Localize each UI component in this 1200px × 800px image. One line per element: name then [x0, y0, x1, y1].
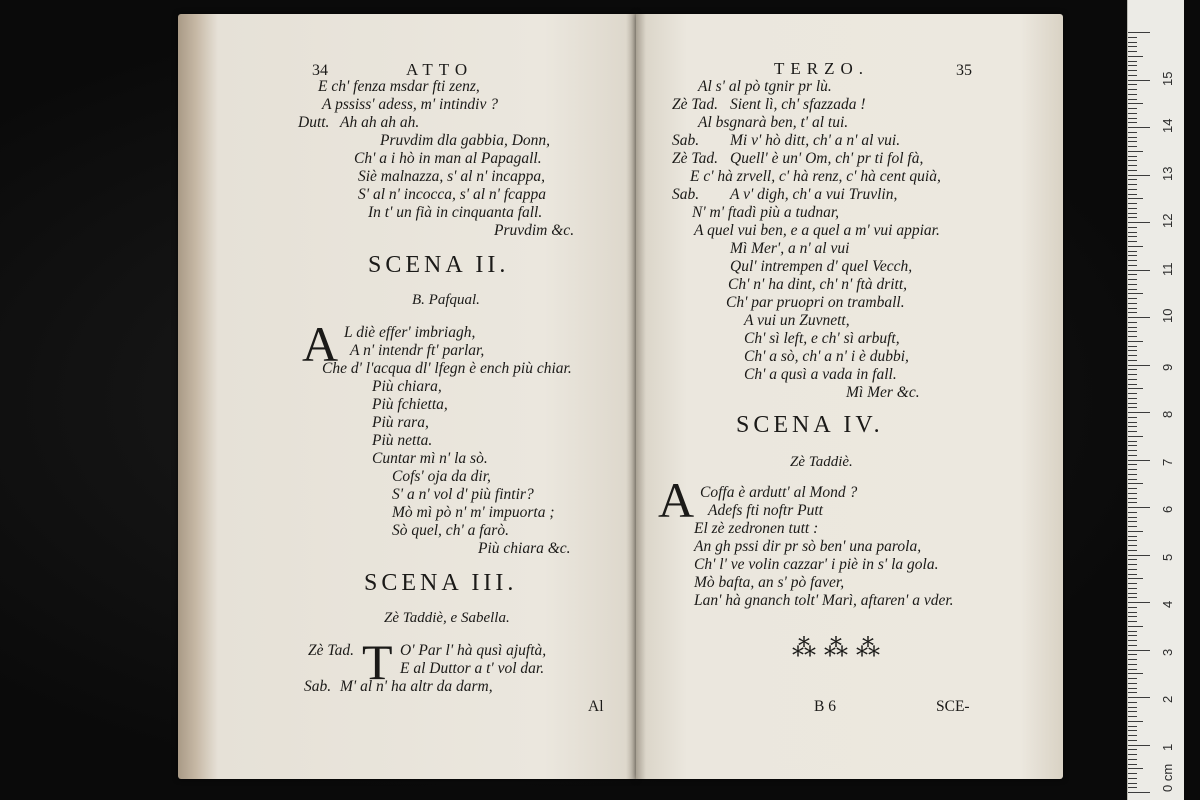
ruler-tick: [1128, 208, 1137, 209]
ruler-tick: [1128, 645, 1137, 646]
ruler-tick: [1128, 526, 1137, 527]
scene-cast: B. Pafqual.: [412, 292, 480, 308]
ruler-label: 10: [1160, 308, 1175, 323]
ruler-tick: [1128, 764, 1137, 765]
ruler-tick: [1128, 422, 1137, 423]
ruler-tick: [1128, 355, 1137, 356]
ruler-tick: [1128, 198, 1143, 199]
text-line: Al bsgnarà ben, t' al tui.: [698, 114, 849, 131]
open-book: [178, 14, 1063, 779]
ruler-tick: [1128, 517, 1137, 518]
ruler-tick: [1128, 42, 1137, 43]
ruler-label: 6: [1160, 505, 1175, 513]
text-line: E al Duttor a t' vol dar.: [400, 660, 545, 677]
drop-cap: A: [658, 472, 695, 528]
speaker-label: Dutt.: [298, 114, 330, 131]
text-line: S' al n' incocca, s' al n' fcappa: [358, 186, 547, 203]
ruler-tick: [1128, 441, 1137, 442]
text-line: Ch' l' ve volin cazzar' i piè in s' la gola.: [694, 556, 939, 573]
ruler-tick: [1128, 417, 1137, 418]
ruler-tick: [1128, 569, 1137, 570]
ruler-tick: [1128, 365, 1150, 366]
text-line: L diè effer' imbriagh,: [344, 324, 476, 341]
ruler-tick: [1128, 94, 1137, 95]
ruler-tick: [1128, 141, 1137, 142]
ruler-tick: [1128, 621, 1137, 622]
ruler-tick: [1128, 274, 1137, 275]
text-line: Qul' intrempen d' quel Vecch,: [730, 258, 913, 275]
ruler-tick: [1128, 488, 1137, 489]
text-line: M' al n' ha altr da darm,: [340, 678, 493, 695]
ruler-tick: [1128, 531, 1143, 532]
ruler-tick: [1128, 32, 1150, 33]
ruler-tick: [1128, 412, 1150, 413]
ruler-tick: [1128, 317, 1150, 318]
ruler-tick: [1128, 379, 1137, 380]
ruler-tick: [1128, 232, 1137, 233]
ruler-tick: [1128, 735, 1137, 736]
ruler-tick: [1128, 284, 1137, 285]
page-number-right: 35: [956, 62, 972, 79]
ruler-tick: [1128, 626, 1143, 627]
ruler-label: 7: [1160, 458, 1175, 466]
ruler-tick: [1128, 607, 1137, 608]
ruler-tick: [1128, 236, 1137, 237]
text-line: Mì Mer &c.: [846, 384, 920, 401]
ruler-tick: [1128, 165, 1137, 166]
ruler-label: 3: [1160, 648, 1175, 656]
ruler-label: 15: [1160, 71, 1175, 86]
ruler-tick: [1128, 341, 1143, 342]
text-line: Ch' a i hò in man al Papagall.: [354, 150, 542, 167]
ruler-tick: [1128, 502, 1137, 503]
scene-title: SCENA IV.: [736, 412, 884, 438]
ruler-tick: [1128, 759, 1137, 760]
text-line: Pruvdim dla gabbia, Donn,: [380, 132, 551, 149]
ruler-tick: [1128, 597, 1137, 598]
ruler-tick: [1128, 289, 1137, 290]
ruler-tick: [1128, 683, 1137, 684]
text-line: A vui un Zuvnett,: [744, 312, 850, 329]
text-line: Ch' n' ha dint, ch' n' ftà dritt,: [728, 276, 908, 293]
ruler-tick: [1128, 616, 1137, 617]
ruler-tick: [1128, 89, 1137, 90]
ruler-tick: [1128, 550, 1137, 551]
text-line: Lan' hà gnanch tolt' Marì, aftaren' a vder.: [694, 592, 954, 609]
ruler-tick: [1128, 754, 1137, 755]
ruler-tick: [1128, 721, 1143, 722]
ruler-label: 2: [1160, 695, 1175, 703]
ruler-tick: [1128, 384, 1137, 385]
speaker-label: Sab.: [304, 678, 332, 695]
left-page: [178, 14, 636, 779]
ruler-tick: [1128, 118, 1137, 119]
ruler-tick: [1128, 574, 1137, 575]
ruler-label: 9: [1160, 363, 1175, 371]
ruler-tick: [1128, 493, 1137, 494]
measuring-ruler: [1127, 0, 1184, 800]
text-line: Ch' par pruopri on tramball.: [726, 294, 905, 311]
ruler-tick: [1128, 564, 1137, 565]
ruler-tick: [1128, 270, 1150, 271]
ruler-tick: [1128, 388, 1143, 389]
text-line: El zè zedronen tutt :: [694, 520, 819, 537]
ruler-tick: [1128, 669, 1137, 670]
ruler-tick: [1128, 469, 1137, 470]
ruler-label: 11: [1160, 262, 1175, 276]
ruler-tick: [1128, 773, 1137, 774]
ruler-tick: [1128, 450, 1137, 451]
ruler-tick: [1128, 578, 1143, 579]
ruler-tick: [1128, 346, 1137, 347]
ruler-tick: [1128, 255, 1137, 256]
ruler-tick: [1128, 678, 1137, 679]
ruler-tick: [1128, 308, 1137, 309]
ruler-tick: [1128, 84, 1137, 85]
ruler-tick: [1128, 265, 1137, 266]
ruler-tick: [1128, 745, 1150, 746]
drop-cap: A: [302, 316, 339, 372]
ruler-tick: [1128, 170, 1137, 171]
text-line: An gh pssi dir pr sò ben' una parola,: [694, 538, 922, 555]
ruler-tick: [1128, 322, 1137, 323]
book-gutter: [626, 14, 646, 779]
ruler-tick: [1128, 464, 1137, 465]
speaker-label: Zè Tad.: [308, 642, 354, 659]
ruler-tick: [1128, 697, 1150, 698]
ruler-tick: [1128, 702, 1137, 703]
page-number-left: 34: [312, 62, 328, 79]
text-line: Pruvdim &c.: [494, 222, 575, 239]
text-line: A quel vui ben, e a quel a m' vui appiar.: [694, 222, 940, 239]
ruler-tick: [1128, 122, 1137, 123]
ruler-tick: [1128, 189, 1137, 190]
catchword: Al: [588, 698, 604, 715]
ruler-tick: [1128, 740, 1137, 741]
ruler-tick: [1128, 583, 1137, 584]
ruler-tick: [1128, 730, 1137, 731]
ruler-tick: [1128, 588, 1137, 589]
ruler-tick: [1128, 227, 1137, 228]
text-line: Ch' sì left, e ch' sì arbuft,: [744, 330, 900, 347]
ruler-tick: [1128, 664, 1137, 665]
ruler-tick: [1128, 37, 1137, 38]
ruler-tick: [1128, 213, 1137, 214]
ruler-tick: [1128, 350, 1137, 351]
ruler-tick: [1128, 407, 1137, 408]
ruler-tick: [1128, 403, 1137, 404]
ruler-tick: [1128, 312, 1137, 313]
ruler-tick: [1128, 426, 1137, 427]
signature-mark: B 6: [814, 698, 836, 715]
ruler-tick: [1128, 711, 1137, 712]
ruler-tick: [1128, 431, 1137, 432]
ruler-tick: [1128, 707, 1137, 708]
ruler-tick: [1128, 455, 1137, 456]
ruler-label: 14: [1160, 118, 1175, 133]
ruler-tick: [1128, 374, 1137, 375]
ruler-tick: [1128, 640, 1137, 641]
ruler-tick: [1128, 56, 1143, 57]
ruler-label: 1: [1160, 743, 1175, 751]
ruler-tick: [1128, 460, 1150, 461]
ruler-tick: [1128, 498, 1137, 499]
ruler-tick: [1128, 474, 1137, 475]
ruler-tick: [1128, 65, 1137, 66]
ruler-tick: [1128, 555, 1150, 556]
ruler-tick: [1128, 251, 1137, 252]
drop-cap: T: [362, 634, 393, 690]
running-head-right: TERZO.: [774, 59, 870, 78]
ruler-tick: [1128, 650, 1150, 651]
ruler-tick: [1128, 75, 1137, 76]
text-line: N' m' ftadì più a tudnar,: [692, 204, 840, 221]
ruler-tick: [1128, 360, 1137, 361]
speaker-label: Sab.: [672, 132, 700, 149]
ruler-tick: [1128, 61, 1137, 62]
ruler-label: 8: [1160, 410, 1175, 418]
text-line: A n' intendr ft' parlar,: [350, 342, 485, 359]
ruler-tick: [1128, 716, 1137, 717]
ruler-tick: [1128, 749, 1137, 750]
text-line: Mi v' hò ditt, ch' a n' al vui.: [730, 132, 901, 149]
text-line: Più chiara &c.: [478, 540, 571, 557]
ruler-tick: [1128, 483, 1143, 484]
ruler-tick: [1128, 293, 1143, 294]
ruler-tick: [1128, 726, 1137, 727]
scene-title: SCENA III.: [364, 570, 518, 596]
text-line: Più netta.: [372, 432, 433, 449]
ruler-tick: [1128, 137, 1137, 138]
ruler-tick: [1128, 246, 1143, 247]
scene-cast: Zè Taddiè, e Sabella.: [384, 610, 510, 626]
ruler-tick: [1128, 688, 1137, 689]
right-page: [636, 14, 1063, 779]
ruler-tick: [1128, 593, 1137, 594]
ruler-tick: [1128, 559, 1137, 560]
text-line: Mò mì pò n' m' impuorta ;: [392, 504, 555, 521]
text-line: Siè malnazza, s' al n' incappa,: [358, 168, 546, 185]
ruler-tick: [1128, 175, 1150, 176]
ruler-tick: [1128, 194, 1137, 195]
scene-cast: Zè Taddiè.: [790, 454, 853, 470]
ruler-tick: [1128, 507, 1150, 508]
text-line: Più rara,: [372, 414, 429, 431]
ruler-tick: [1128, 70, 1137, 71]
ruler-label: 4: [1160, 600, 1175, 608]
ruler-tick: [1128, 635, 1137, 636]
ruler-tick: [1128, 336, 1137, 337]
ruler-label: 13: [1160, 166, 1175, 181]
speaker-label: Sab.: [672, 186, 700, 203]
text-line: A pssiss' adess, m' intindiv ?: [322, 96, 498, 113]
ruler-tick: [1128, 436, 1143, 437]
ruler-tick: [1128, 113, 1137, 114]
text-line: Più chiara,: [372, 378, 442, 395]
ornament-icon: ⁂⁂⁂: [792, 636, 888, 662]
text-line: Mò bafta, an s' pò faver,: [694, 574, 845, 591]
text-line: Che d' l'acqua dl' lfegn è ench più chiar.: [322, 360, 572, 377]
ruler-tick: [1128, 545, 1137, 546]
ruler-tick: [1128, 787, 1137, 788]
text-line: A v' digh, ch' a vui Truvlin,: [730, 186, 898, 203]
ruler-tick: [1128, 260, 1137, 261]
ruler-tick: [1128, 132, 1137, 133]
text-line: Coffa è ardutt' al Mond ?: [700, 484, 858, 501]
ruler-tick: [1128, 298, 1137, 299]
scene-title: SCENA II.: [368, 252, 510, 278]
ruler-tick: [1128, 80, 1150, 81]
ruler-tick: [1128, 241, 1137, 242]
ruler-tick: [1128, 156, 1137, 157]
text-line: Ch' a sò, ch' a n' i è dubbi,: [744, 348, 909, 365]
ruler-tick: [1128, 521, 1137, 522]
ruler-tick: [1128, 146, 1137, 147]
text-line: Ch' a qusì a vada in fall.: [744, 366, 897, 383]
ruler-tick: [1128, 659, 1137, 660]
ruler-label: 5: [1160, 553, 1175, 561]
ruler-tick: [1128, 783, 1137, 784]
ruler-tick: [1128, 151, 1143, 152]
catchword: SCE-: [936, 698, 970, 715]
ruler-tick: [1128, 398, 1137, 399]
text-line: O' Par l' hà qusì ajuftà,: [400, 642, 547, 659]
ruler-tick: [1128, 99, 1137, 100]
text-line: Sient lì, ch' sfazzada !: [730, 96, 866, 113]
text-line: Al s' al pò tgnir pr lù.: [698, 78, 832, 95]
text-line: Quell' è un' Om, ch' pr ti fol fà,: [730, 150, 924, 167]
ruler-tick: [1128, 612, 1137, 613]
text-line: S' a n' vol d' più fintir?: [392, 486, 534, 503]
text-line: In t' un fià in cinquanta fall.: [368, 204, 543, 221]
ruler-tick: [1128, 103, 1143, 104]
ruler-tick: [1128, 778, 1137, 779]
text-line: Ah ah ah ah.: [340, 114, 420, 131]
ruler-tick: [1128, 393, 1137, 394]
ruler-tick: [1128, 445, 1137, 446]
text-line: Mì Mer', a n' al vui: [730, 240, 850, 257]
text-line: Cuntar mì n' la sò.: [372, 450, 488, 467]
ruler-tick: [1128, 654, 1137, 655]
text-line: E c' hà zrvell, c' hà renz, c' hà cent quià,: [690, 168, 941, 185]
ruler-tick: [1128, 673, 1143, 674]
running-head-left: ATTO: [406, 60, 474, 79]
ruler-tick: [1128, 512, 1137, 513]
ruler-tick: [1128, 203, 1137, 204]
ruler-tick: [1128, 479, 1137, 480]
ruler-tick: [1128, 768, 1143, 769]
ruler-tick: [1128, 369, 1137, 370]
ruler-label: 12: [1160, 213, 1175, 228]
ruler-tick: [1128, 160, 1137, 161]
text-line: Cofs' oja da dir,: [392, 468, 491, 485]
ruler-tick: [1128, 179, 1137, 180]
ruler-tick: [1128, 331, 1137, 332]
ruler-tick: [1128, 631, 1137, 632]
speaker-label: Zè Tad.: [672, 96, 718, 113]
ruler-tick: [1128, 792, 1150, 793]
text-line: E ch' fenza msdar fti zenz,: [318, 78, 480, 95]
speaker-label: Zè Tad.: [672, 150, 718, 167]
ruler-tick: [1128, 46, 1137, 47]
ruler-tick: [1128, 184, 1137, 185]
text-line: Sò quel, ch' a farò.: [392, 522, 509, 539]
ruler-tick: [1128, 127, 1150, 128]
ruler-tick: [1128, 692, 1137, 693]
text-line: Adefs fti noftr Putt: [708, 502, 823, 519]
ruler-tick: [1128, 540, 1137, 541]
ruler-tick: [1128, 536, 1137, 537]
ruler-tick: [1128, 303, 1137, 304]
ruler-tick: [1128, 222, 1150, 223]
ruler-tick: [1128, 217, 1137, 218]
ruler-tick: [1128, 602, 1150, 603]
text-line: Più fchietta,: [372, 396, 448, 413]
ruler-tick: [1128, 279, 1137, 280]
ruler-tick: [1128, 51, 1137, 52]
ruler-tick: [1128, 327, 1137, 328]
ruler-unit-label: 0 cm: [1160, 763, 1175, 792]
ruler-tick: [1128, 108, 1137, 109]
